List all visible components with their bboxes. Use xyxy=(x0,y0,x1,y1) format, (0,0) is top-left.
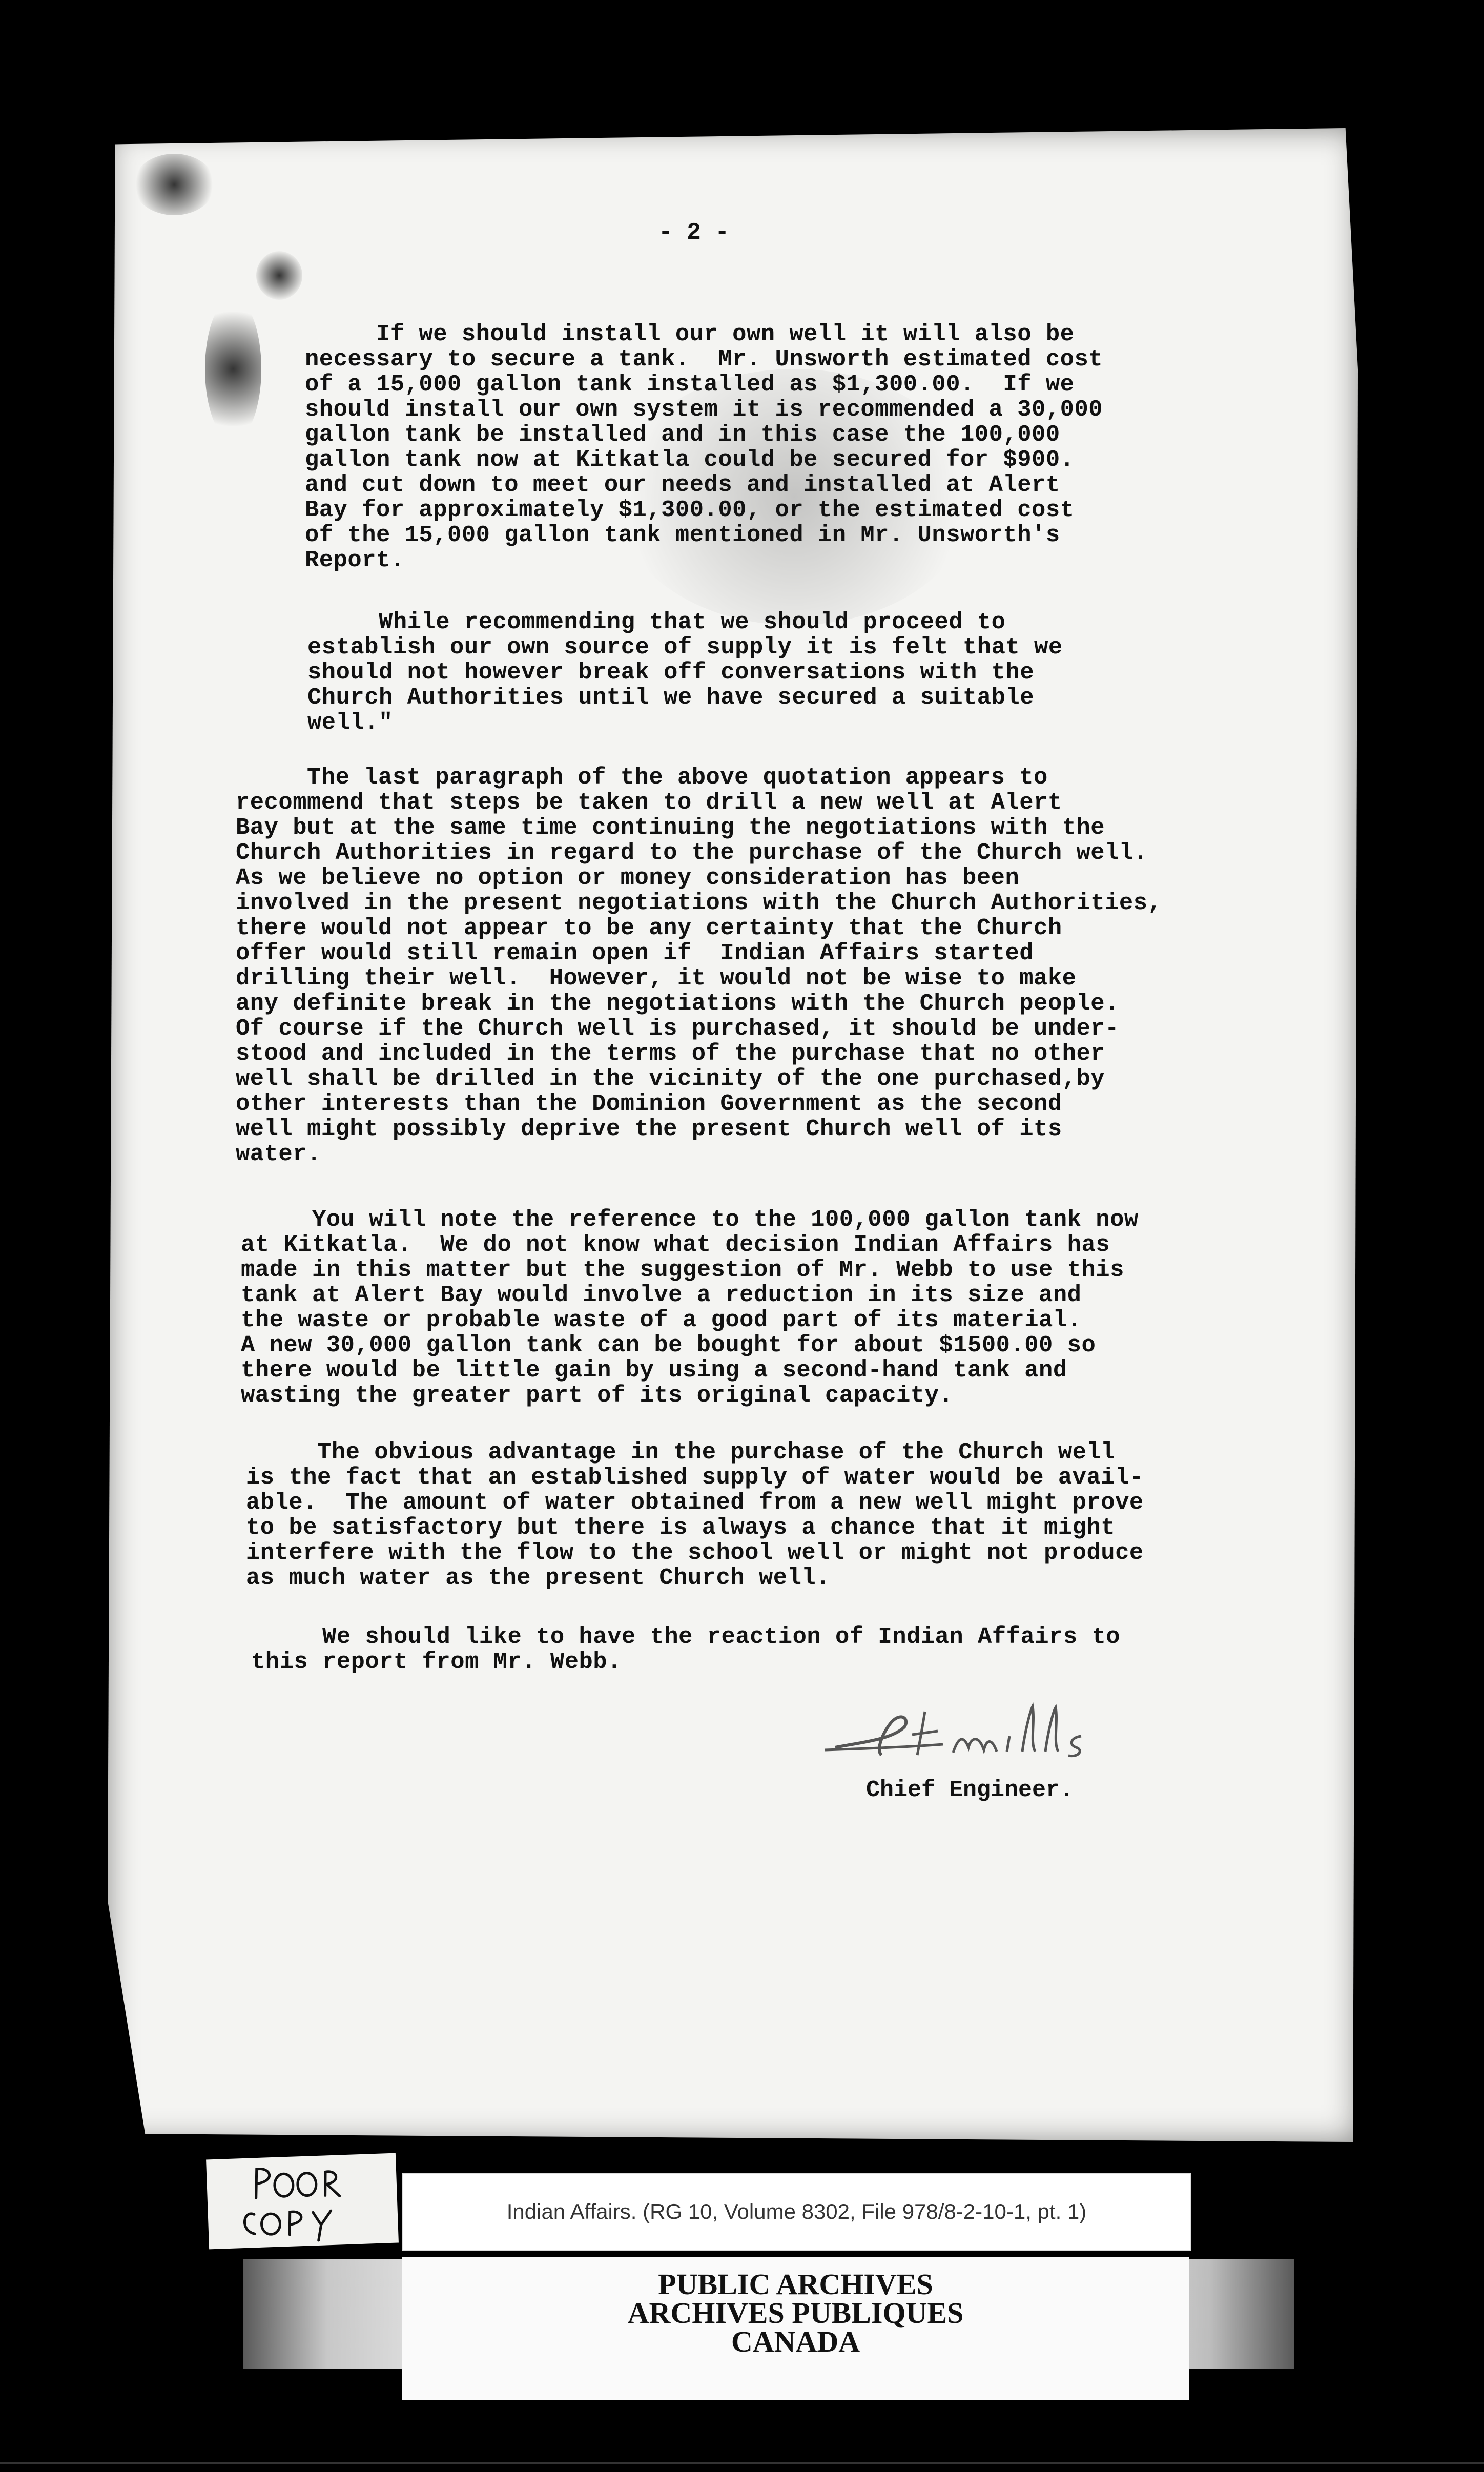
letter-paragraph: While recommending that we should proceed to establish our own source of supply it is felt that we should not however break off conversations with the Church Authorities until we have secured a suitable well." xyxy=(307,609,1063,736)
signoff-title: Chief Engineer. xyxy=(866,1777,1074,1803)
ink-smudge xyxy=(205,297,261,441)
ink-smudge xyxy=(256,251,302,300)
letter-paragraph: The last paragraph of the above quotation appears to recommend that steps be taken to drill a new well at Alert Bay but at the same time continuing the negotiations with the Church Authorities in regard to the purchase of the Church well. As we believe no option or money consideration has been involved in the present negotiations with the Church Authorities, there would not appear to be any certainty that the Church offer would still remain open if Indian Affairs started drilling their well. However, it would not be wise to make any definite break in the negotiations with the Church people. Of course if the Church well is purchased, it should be under- stood and included in the terms of the purchase that no other well shall be drilled in the vicinity of the one purchased,by other interests than the Dominion Government as the second well might possibly deprive the present Church well of its water. xyxy=(236,764,1162,1167)
letter-paragraph: If we should install our own well it will also be necessary to secure a tank. Mr. Unsworth estimated cost of a 15,000 gallon tank installed as $1,300.00. If we should install our own system it is recommended a 30,000 gallon tank be installed and in this case the 100,000 gallon tank now at Kitkatla could be secured for $900. and cut down to meet our needs and installed at Alert Bay for approximately $1,300.00, or the estimated cost of the 15,000 gallon tank mentioned in Mr. Unsworth's Report. xyxy=(305,321,1103,573)
scan-edge xyxy=(0,2462,1484,2464)
archive-name-en: PUBLIC ARCHIVES xyxy=(658,2268,933,2301)
poor-copy-handwriting xyxy=(206,2153,399,2250)
letter-paragraph: You will note the reference to the 100,000 gallon tank now at Kitkatla. We do not know what decision Indian Affairs has made in this matter but the suggestion of Mr. Webb to use this tank at Alert Bay would involve a reduction in its size and the waste or probable waste of a good part of its material. A new 30,000 gallon tank can be bought for about $1500.00 so there would be little gain by using a second-hand tank and wasting the greater part of its original capacity. xyxy=(241,1206,1139,1409)
signature xyxy=(815,1691,1102,1773)
poor-copy-note xyxy=(206,2153,399,2250)
archive-stamp xyxy=(402,2257,1189,2400)
archive-country: CANADA xyxy=(731,2325,860,2358)
ink-smudge xyxy=(133,154,215,215)
letter-paragraph: The obvious advantage in the purchase of the Church well is the fact that an established supply of water would be avail- able. The amount of water obtained from a new well might prove to be satisfactory but there is always a chance that it might interfere with the flow to the school well or might not produce as much water as the present Church well. xyxy=(246,1439,1144,1591)
archive-citation: Indian Affairs. (RG 10, Volume 8302, File 978/8-2-10-1, pt. 1) xyxy=(402,2173,1191,2251)
page-number: - 2 - xyxy=(658,219,730,246)
archive-name-fr: ARCHIVES PUBLIQUES xyxy=(627,2296,964,2330)
letter-paragraph: We should like to have the reaction of Indian Affairs to this report from Mr. Webb. xyxy=(251,1623,1121,1675)
